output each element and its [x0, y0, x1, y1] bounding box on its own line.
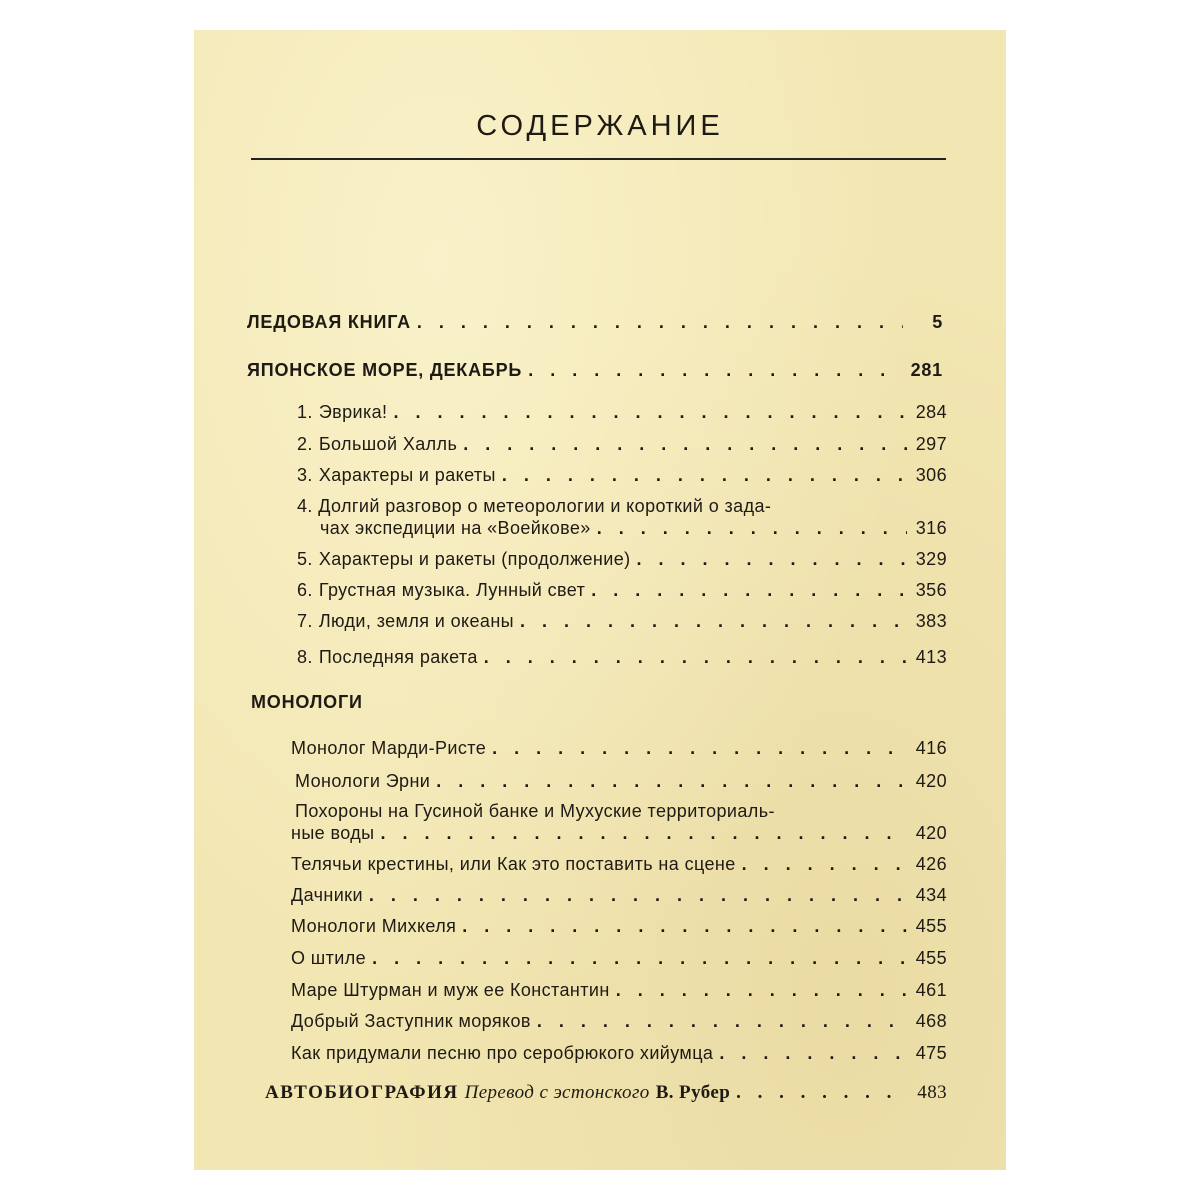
chapter-number: 7.	[297, 611, 313, 631]
toc-entry-page: 5	[932, 312, 943, 332]
dot-leader	[369, 885, 907, 906]
toc-entry-page: 455	[915, 948, 947, 968]
toc-entry-chapter-5	[297, 549, 947, 570]
toc-entry-label: Характеры и ракеты	[318, 465, 496, 485]
dot-leader	[372, 948, 907, 969]
toc-entry-label: Эврика!	[318, 402, 388, 422]
dot-leader	[492, 738, 907, 759]
toc-entry-page: 461	[915, 980, 947, 1000]
chapter-number: 3.	[297, 465, 313, 485]
dot-leader	[719, 1043, 907, 1064]
toc-entry-label: Маре Штурман и муж ее Константин	[291, 980, 610, 1000]
translator-name: В. Рубер	[655, 1082, 731, 1103]
toc-entry-chapter-4-line-1	[297, 496, 771, 517]
toc-entry-label: Последняя ракета	[318, 647, 478, 667]
dot-leader	[616, 980, 907, 1001]
toc-entry-label: Монолог Марди-Ристе	[291, 738, 487, 758]
toc-entry-monolog-1	[291, 738, 947, 759]
dot-leader	[393, 402, 907, 423]
toc-entry-label: Характеры и ракеты (продолжение)	[318, 549, 631, 569]
toc-entry-label: Дачники	[291, 885, 363, 905]
toc-entry-yaponskoe-more	[247, 360, 943, 381]
toc-entry-page: 297	[915, 434, 947, 454]
toc-entry-page: 316	[915, 518, 947, 538]
toc-entry-page: 483	[917, 1082, 947, 1103]
chapter-number: 1.	[297, 402, 313, 422]
toc-entry-chapter-6	[297, 580, 947, 601]
toc-entry-page: 413	[915, 647, 947, 667]
toc-entry-page: 420	[915, 823, 947, 843]
chapter-number: 4.	[297, 496, 313, 516]
toc-entry-label: Как придумали песню про серобрюкого хийумца	[291, 1043, 714, 1063]
dot-leader	[637, 549, 907, 570]
toc-entry-chapter-8	[297, 647, 947, 668]
toc-entry-page: 329	[915, 549, 947, 569]
toc-entry-page: 284	[915, 402, 947, 422]
toc-entry-label: Грустная музыка. Лунный свет	[318, 580, 586, 600]
toc-entry-label: Большой Халль	[318, 434, 458, 454]
toc-entry-page: 356	[915, 580, 947, 600]
dot-leader	[528, 360, 903, 381]
toc-entry-label: ЯПОНСКОЕ МОРЕ, ДЕКАБРЬ	[247, 360, 523, 380]
toc-entry-page: 468	[915, 1011, 947, 1031]
toc-entry-monolog-6	[291, 916, 947, 937]
toc-entry-label: чах экспедиции на «Воейкове»	[320, 518, 591, 538]
toc-entry-chapter-1	[297, 402, 947, 423]
toc-entry-monolog-2	[295, 771, 947, 792]
dot-leader	[591, 580, 907, 601]
dot-leader	[417, 312, 903, 333]
toc-entry-page: 475	[915, 1043, 947, 1063]
toc-entry-chapter-7	[297, 611, 947, 632]
toc-entry-label: Монологи Михкеля	[291, 916, 457, 936]
dot-leader	[742, 854, 907, 875]
toc-entry-page: 281	[910, 360, 943, 380]
toc-entry-page: 455	[915, 916, 947, 936]
toc-entry-label: Долгий разговор о метеорологии и короткий о зада-	[318, 496, 772, 516]
toc-entry-page: 306	[915, 465, 947, 485]
translation-note: Перевод с эстонского	[464, 1082, 650, 1103]
dot-leader	[502, 465, 907, 486]
section-heading-monologi: МОНОЛОГИ	[251, 692, 363, 712]
toc-entry-monolog-8	[291, 980, 947, 1001]
dot-leader	[463, 434, 907, 455]
table-of-contents	[194, 30, 1006, 1170]
dot-leader	[537, 1011, 907, 1032]
toc-entry-monolog-5	[291, 885, 947, 906]
chapter-number: 2.	[297, 434, 313, 454]
dot-leader	[484, 647, 907, 668]
chapter-number: 6.	[297, 580, 313, 600]
book-page	[194, 30, 1006, 1170]
toc-entry-page: 383	[915, 611, 947, 631]
toc-entry-ledovaya-kniga	[247, 312, 943, 333]
chapter-number: 8.	[297, 647, 313, 667]
toc-entry-avtobiografiya	[265, 1082, 947, 1104]
toc-entry-label: АВТОБИОГРАФИЯ	[265, 1082, 459, 1103]
toc-entry-label: О штиле	[291, 948, 367, 968]
toc-entry-page: 416	[915, 738, 947, 758]
toc-entry-label: ЛЕДОВАЯ КНИГА	[247, 312, 411, 332]
dot-leader	[520, 611, 907, 632]
toc-entry-label: Люди, земля и океаны	[318, 611, 515, 631]
toc-entry-chapter-3	[297, 465, 947, 486]
toc-entry-monolog-10	[291, 1043, 947, 1064]
toc-entry-label: Монологи Эрни	[295, 771, 431, 791]
toc-entry-label: Телячьи крестины, или Как это поставить на сцене	[291, 854, 736, 874]
toc-entry-monolog-4	[291, 854, 947, 875]
chapter-number: 5.	[297, 549, 313, 569]
toc-entry-label: Похороны на Гусиной банке и Мухуские территориаль-	[295, 801, 775, 821]
dot-leader	[462, 916, 907, 937]
toc-entry-chapter-2	[297, 434, 947, 455]
toc-entry-label: Добрый Заступник моряков	[291, 1011, 531, 1031]
dot-leader	[381, 823, 907, 844]
dot-leader	[597, 518, 907, 539]
toc-entry-monolog-7	[291, 948, 947, 969]
dot-leader	[436, 771, 907, 792]
toc-entry-page: 426	[915, 854, 947, 874]
toc-entry-monolog-3-line-1	[295, 801, 775, 822]
toc-entry-label: ные воды	[291, 823, 375, 843]
toc-entry-page: 420	[915, 771, 947, 791]
toc-entry-monolog-3	[291, 823, 947, 844]
page-title: СОДЕРЖАНИЕ	[476, 110, 724, 142]
toc-entry-monolog-9	[291, 1011, 947, 1032]
dot-leader	[736, 1082, 907, 1104]
toc-entry-page: 434	[915, 885, 947, 905]
toc-entry-chapter-4	[320, 518, 947, 539]
